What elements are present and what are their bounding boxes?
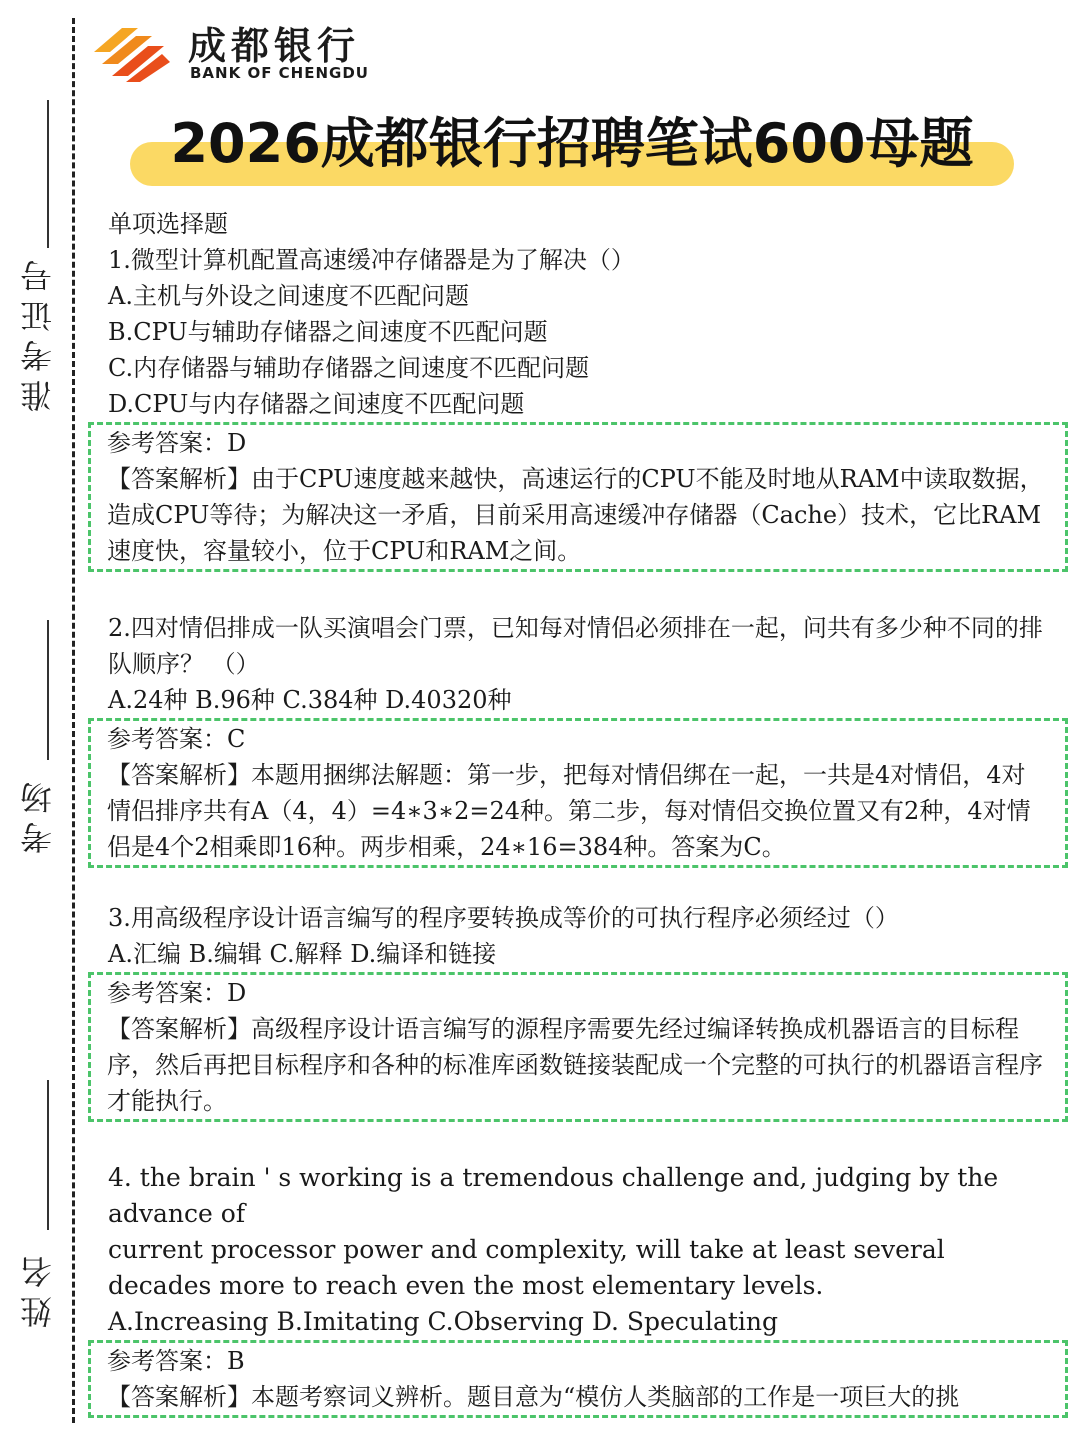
question-1	[108, 242, 1048, 572]
brand-name-cn: 成都银行	[188, 24, 361, 68]
answer-label: 参考答案：B	[107, 1347, 245, 1375]
answer-box	[88, 1340, 1068, 1418]
answer-label: 参考答案：D	[107, 429, 247, 457]
section-label: 单项选择题	[108, 210, 228, 238]
exam-id-underline	[47, 100, 49, 248]
answer-box	[88, 422, 1068, 572]
question-stem: 3.用高级程序设计语言编写的程序要转换成等价的可执行程序必须经过（）	[108, 904, 899, 932]
option: D.CPU与内存储器之间速度不匹配问题	[108, 390, 525, 418]
answer-box	[88, 972, 1068, 1122]
answer-analysis: 【答案解析】由于CPU速度越来越快，高速运行的CPU不能及时地从RAM中读取数据，造成CPU等待；为解决这一矛盾，目前采用高速缓冲存储器（Cache）技术，它比RAM速度快，容量较小，位于CPU和RAM之间。	[107, 465, 1044, 565]
page-title-block	[130, 108, 1020, 192]
answer-box	[88, 718, 1068, 868]
exam-room-underline	[47, 620, 49, 760]
answer-label: 参考答案：C	[107, 725, 246, 753]
answer-analysis: 【答案解析】本题考察词义辨析。题目意为“模仿人类脑部的工作是一项巨大的挑	[107, 1383, 960, 1411]
option: A.Increasing B.Imitating C.Observing D. Speculating	[108, 1307, 778, 1336]
answer-analysis: 【答案解析】本题用捆绑法解题：第一步，把每对情侣绑在一起，一共是4对情侣，4对情侣排序共有A（4，4）=4∗3∗2=24种。第二步，每对情侣交换位置又有2种，4对情侣是4个2相乘即16种。两步相乘，24∗16=384种。答案为C。	[107, 761, 1031, 861]
answer-label: 参考答案：D	[107, 979, 247, 1007]
option: A.汇编 B.编辑 C.解释 D.编译和链接	[108, 940, 497, 968]
name-label: 姓名	[19, 1248, 57, 1328]
question-stem: 1.微型计算机配置高速缓冲存储器是为了解决（）	[108, 246, 635, 274]
option: A.主机与外设之间速度不匹配问题	[108, 282, 469, 310]
bank-logo-icon	[92, 22, 172, 84]
exam-room-label: 考场	[19, 774, 57, 854]
brand-name-en: BANK OF CHENGDU	[190, 64, 369, 82]
question-stem: current processor power and complexity, will take at least several decades more to reach even the most elementary levels.	[108, 1235, 945, 1300]
question-stem: 4. the brain ' s working is a tremendous challenge and, judging by the advance of	[108, 1163, 999, 1228]
question-2	[108, 610, 1048, 868]
answer-analysis: 【答案解析】高级程序设计语言编写的源程序需要先经过编译转换成机器语言的目标程序，然后再把目标程序和各种的标准库函数链接装配成一个完整的可执行的机器语言程序才能执行。	[107, 1015, 1043, 1115]
question-4	[108, 1160, 1048, 1418]
option: C.内存储器与辅助存储器之间速度不匹配问题	[108, 354, 590, 382]
binding-cut-line	[72, 18, 75, 1423]
option: A.24种 B.96种 C.384种 D.40320种	[108, 686, 512, 714]
question-list	[108, 206, 1048, 1418]
question-3	[108, 900, 1048, 1122]
name-underline	[47, 1080, 49, 1230]
page-title: 2026成都银行招聘笔试600母题	[170, 112, 974, 175]
question-stem: 2.四对情侣排成一队买演唱会门票，已知每对情侣必须排在一起，问共有多少种不同的排队顺序？ （）	[108, 614, 1043, 678]
exam-id-label: 准考证号	[19, 252, 57, 412]
option: B.CPU与辅助存储器之间速度不匹配问题	[108, 318, 548, 346]
